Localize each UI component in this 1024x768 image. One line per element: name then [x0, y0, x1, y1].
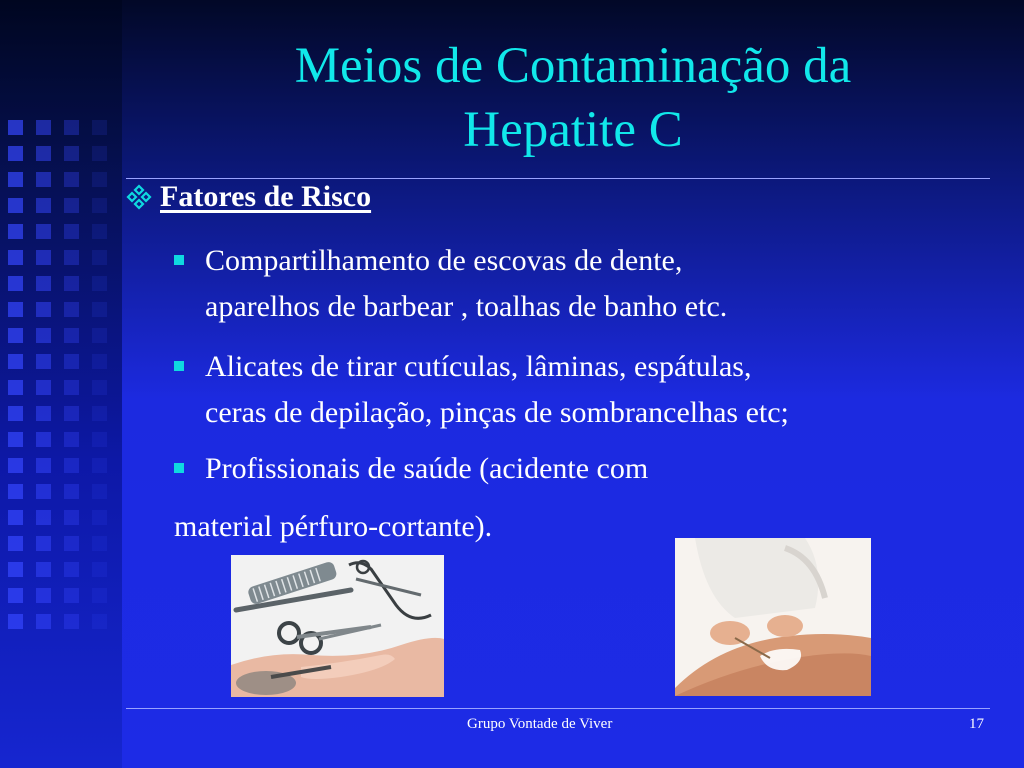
- decorative-square: [8, 250, 23, 265]
- square-bullet-icon: [174, 361, 184, 371]
- decorative-square: [64, 302, 79, 317]
- decorative-square: [64, 484, 79, 499]
- waxing-procedure-illustration: [675, 538, 871, 696]
- decorative-square: [36, 458, 51, 473]
- diamond-bullet-icon: [126, 184, 152, 210]
- decorative-square: [36, 614, 51, 629]
- decorative-square: [36, 120, 51, 135]
- decorative-square: [64, 354, 79, 369]
- decorative-square: [92, 250, 107, 265]
- decorative-square: [92, 302, 107, 317]
- manicure-tools-photo: [231, 555, 444, 697]
- decorative-square: [64, 562, 79, 577]
- slide-title: [122, 34, 1024, 162]
- decorative-square: [36, 354, 51, 369]
- decorative-square: [64, 432, 79, 447]
- decorative-square: [92, 354, 107, 369]
- heading-text: Fatores de Risco: [160, 180, 372, 213]
- decorative-square: [92, 484, 107, 499]
- decorative-square: [64, 536, 79, 551]
- decorative-square: [64, 458, 79, 473]
- decorative-square: [8, 146, 23, 161]
- decorative-square: [36, 224, 51, 239]
- decorative-side-strip: [0, 0, 122, 768]
- decorative-square: [8, 198, 23, 213]
- decorative-square: [92, 614, 107, 629]
- bullet-continuation: material pérfuro-cortante).: [174, 510, 493, 543]
- decorative-square: [8, 562, 23, 577]
- decorative-square: [36, 198, 51, 213]
- decorative-square: [92, 276, 107, 291]
- decorative-square: [92, 562, 107, 577]
- decorative-square: [8, 458, 23, 473]
- decorative-square: [8, 328, 23, 343]
- bullet-3-line-1: Profissionais de saúde (acidente com: [205, 452, 649, 485]
- decorative-square: [8, 432, 23, 447]
- square-bullet-icon: [174, 463, 184, 473]
- manicure-tools-illustration: [231, 555, 444, 697]
- decorative-square: [8, 588, 23, 603]
- decorative-square: [8, 380, 23, 395]
- decorative-square: [36, 406, 51, 421]
- decorative-square: [92, 198, 107, 213]
- decorative-square: [92, 510, 107, 525]
- decorative-square: [8, 276, 23, 291]
- decorative-square: [64, 172, 79, 187]
- bullet-2-line-1: Alicates de tirar cutículas, lâminas, espátulas,: [205, 350, 752, 383]
- decorative-square: [92, 406, 107, 421]
- decorative-square: [36, 328, 51, 343]
- decorative-square: [36, 536, 51, 551]
- decorative-square: [8, 302, 23, 317]
- decorative-square: [36, 380, 51, 395]
- decorative-square: [36, 484, 51, 499]
- decorative-square: [92, 146, 107, 161]
- decorative-square: [36, 562, 51, 577]
- bullet-item-3: [174, 446, 994, 492]
- decorative-square: [36, 250, 51, 265]
- decorative-square: [92, 224, 107, 239]
- decorative-square: [92, 432, 107, 447]
- bullet-1-line-1: Compartilhamento de escovas de dente,: [205, 244, 683, 277]
- bullet-item-2: [174, 344, 994, 436]
- decorative-square: [8, 172, 23, 187]
- decorative-square: [64, 588, 79, 603]
- decorative-square: [64, 510, 79, 525]
- bullet-2-line-2: ceras de depilação, pinças de sombrancelhas etc;: [205, 396, 789, 429]
- decorative-square: [64, 198, 79, 213]
- decorative-square: [8, 224, 23, 239]
- decorative-square: [8, 484, 23, 499]
- waxing-procedure-photo: [675, 538, 871, 696]
- decorative-square: [36, 146, 51, 161]
- heading-risk-factors: [126, 180, 371, 214]
- decorative-square: [64, 146, 79, 161]
- decorative-square: [92, 536, 107, 551]
- decorative-square: [36, 276, 51, 291]
- decorative-square: [64, 120, 79, 135]
- title-line-2: Hepatite C: [463, 102, 683, 158]
- title-divider: [126, 178, 990, 179]
- decorative-square: [92, 120, 107, 135]
- decorative-square: [64, 380, 79, 395]
- decorative-square: [8, 354, 23, 369]
- decorative-square: [64, 328, 79, 343]
- decorative-square: [36, 510, 51, 525]
- decorative-square: [92, 380, 107, 395]
- decorative-square: [8, 120, 23, 135]
- decorative-square: [64, 614, 79, 629]
- decorative-square: [36, 432, 51, 447]
- decorative-square: [64, 250, 79, 265]
- decorative-square: [64, 224, 79, 239]
- decorative-square: [92, 588, 107, 603]
- decorative-square: [64, 406, 79, 421]
- decorative-square: [92, 328, 107, 343]
- decorative-square: [92, 458, 107, 473]
- decorative-square: [36, 172, 51, 187]
- page-number: 17: [969, 716, 984, 732]
- square-bullet-icon: [174, 255, 184, 265]
- decorative-square: [36, 302, 51, 317]
- title-line-1: Meios de Contaminação da: [294, 38, 852, 94]
- decorative-square: [8, 614, 23, 629]
- decorative-square: [92, 172, 107, 187]
- decorative-square: [8, 510, 23, 525]
- footer-organization: Grupo Vontade de Viver: [467, 716, 613, 732]
- decorative-square: [8, 536, 23, 551]
- decorative-square: [64, 276, 79, 291]
- bullet-item-1: [174, 238, 994, 330]
- decorative-square: [8, 406, 23, 421]
- bullet-1-line-2: aparelhos de barbear , toalhas de banho etc.: [205, 290, 728, 323]
- footer-divider: [126, 708, 990, 709]
- decorative-square: [36, 588, 51, 603]
